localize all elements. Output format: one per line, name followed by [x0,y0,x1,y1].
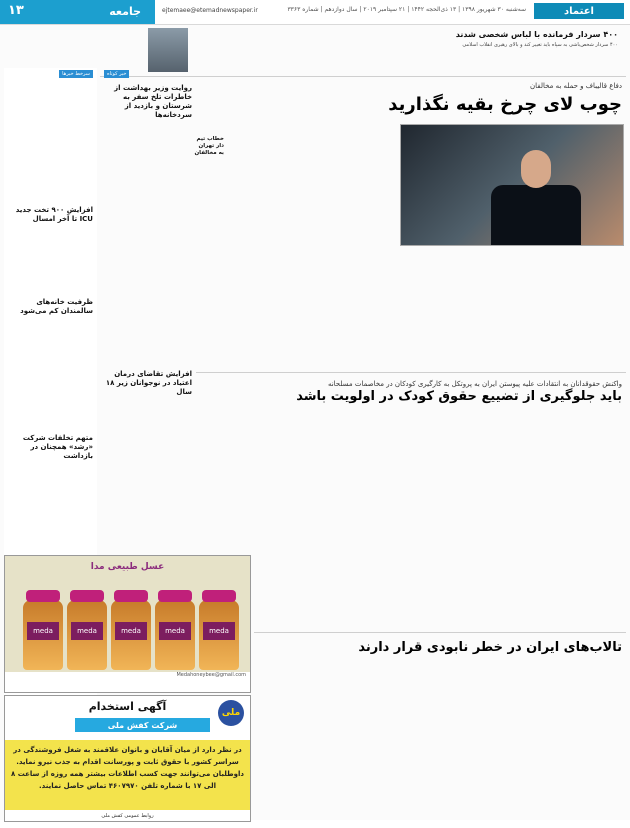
divider [196,372,626,373]
honey-ad-site[interactable]: Medahoneybee@gmail.com [5,672,250,692]
divider [254,632,626,633]
sidebar-heading-1[interactable]: افزایش ۹۰۰ تخت جدید ICU تا آخر امسال [15,206,93,223]
third-story-text [254,658,626,818]
main-photo [400,124,624,246]
top-photo [148,28,188,72]
jobs-advertisement[interactable] [4,695,251,822]
top-excerpt: ۴۰۰ سردار شخص‌باشی به سپاه باید تغییر کند و بالای رهبری انقلاب اسلامی [462,42,618,48]
jobs-ad-company: شرکت کفش ملی [75,718,210,732]
column-text [302,120,396,360]
sidebar-text [6,82,94,214]
jar-label: meda [71,622,103,640]
honey-jar [199,600,239,670]
jar-label: meda [159,622,191,640]
sidebar-heading-2[interactable]: ظرفیت خانه‌های سالمندان کم می‌شود [20,298,93,315]
main-body-text [400,248,622,360]
jar-label: meda [203,622,235,640]
second-story-text [196,410,626,630]
third-headline[interactable]: تالاب‌های ایران در خطر نابودی قرار دارند [358,640,622,655]
divider [100,76,626,77]
email[interactable]: ejtemaee@etemadnewspaper.ir [162,7,258,14]
middle-heading-1[interactable]: روایت وزیر بهداشت از خاطرات تلخ سفر به شرستان و بازدید از سردخانه‌ها [114,84,192,119]
column-text [104,112,192,362]
sidebar-heading-3[interactable]: متهم تخلفات شرکت «رشد» همچنان در بازداشت [22,434,93,460]
section-name: جامعه [109,5,141,18]
jobs-ad-header: آگهی استخدام [88,700,167,713]
column-text [196,82,298,362]
sidebar-text [6,456,94,551]
honey-ad-title: عسل طبیعی مدا [90,562,165,572]
honey-jar [67,600,107,670]
middle-label: خبر کوتاه [104,70,129,78]
second-kicker: واکنش حقوقدانان به انتقادات علیه پیوستن ایران به پروتکل به کارگیری کودکان در مخاصمات مسلحانه [327,380,622,388]
sidebar-text [6,228,94,294]
honey-jar [111,600,151,670]
middle-heading-2[interactable]: افزایش تقاضای درمان اعتیاد در نوجوانان زیر ۱۸ سال [105,370,192,396]
company-logo: ملی [218,700,244,726]
honey-jar [23,600,63,670]
sidebar-label: سرخط خبرها [59,70,93,78]
main-headline[interactable]: چوب لای چرخ بقیه نگذارید [388,94,622,115]
honey-advertisement[interactable] [4,555,251,693]
main-kicker: دفاع قالیباف و حمله به مخالفان [530,82,622,90]
page-number: ۱۳ [8,3,24,18]
photo-face [521,150,551,188]
jar-label: meda [27,622,59,640]
date-line: سه‌شنبه ۳۰ شهریور ۱۳۹۸ | ۱۳ ذی‌الحجه ۱۴۴۲ | ۲۱ سپتامبر ۲۰۱۹ | سال دوازدهم | شماره ۳۳۶۳ [287,6,526,13]
sidebar-text [6,320,94,430]
second-headline[interactable]: باید جلوگیری از تضییع حقوق کودک در اولویت باشد [296,389,622,404]
jar-label: meda [115,622,147,640]
jobs-ad-signature: روابط عمومی کفش ملی [101,813,154,819]
section-tab[interactable] [0,0,155,24]
top-headline[interactable]: ۴۰۰ سردار فرمانده با لباس شخصی شدند [455,30,618,39]
photo-subject [491,185,581,245]
middle-heading-3[interactable]: خطاب تیم دار تهران به مخالفان [194,136,224,156]
honey-jar [155,600,195,670]
top-bar [0,0,630,25]
column-text [104,394,192,549]
logo[interactable]: اعتماد [534,3,624,19]
jobs-ad-body: در نظر دارد از میان آقایان و بانوان علاقمند به شغل فروشندگی در سراسر کشور با حقوق ثابت و پورسانت اقدام به جذب نیرو نماید. داوطلبان می‌توانند جهت کسب اطلاعات بیشتر همه روزه از ساعت ۸ الی ۱۷ با شماره تلفن ۴۶۰۷۹۷۰ تماس حاصل نمایند. [5,740,250,810]
